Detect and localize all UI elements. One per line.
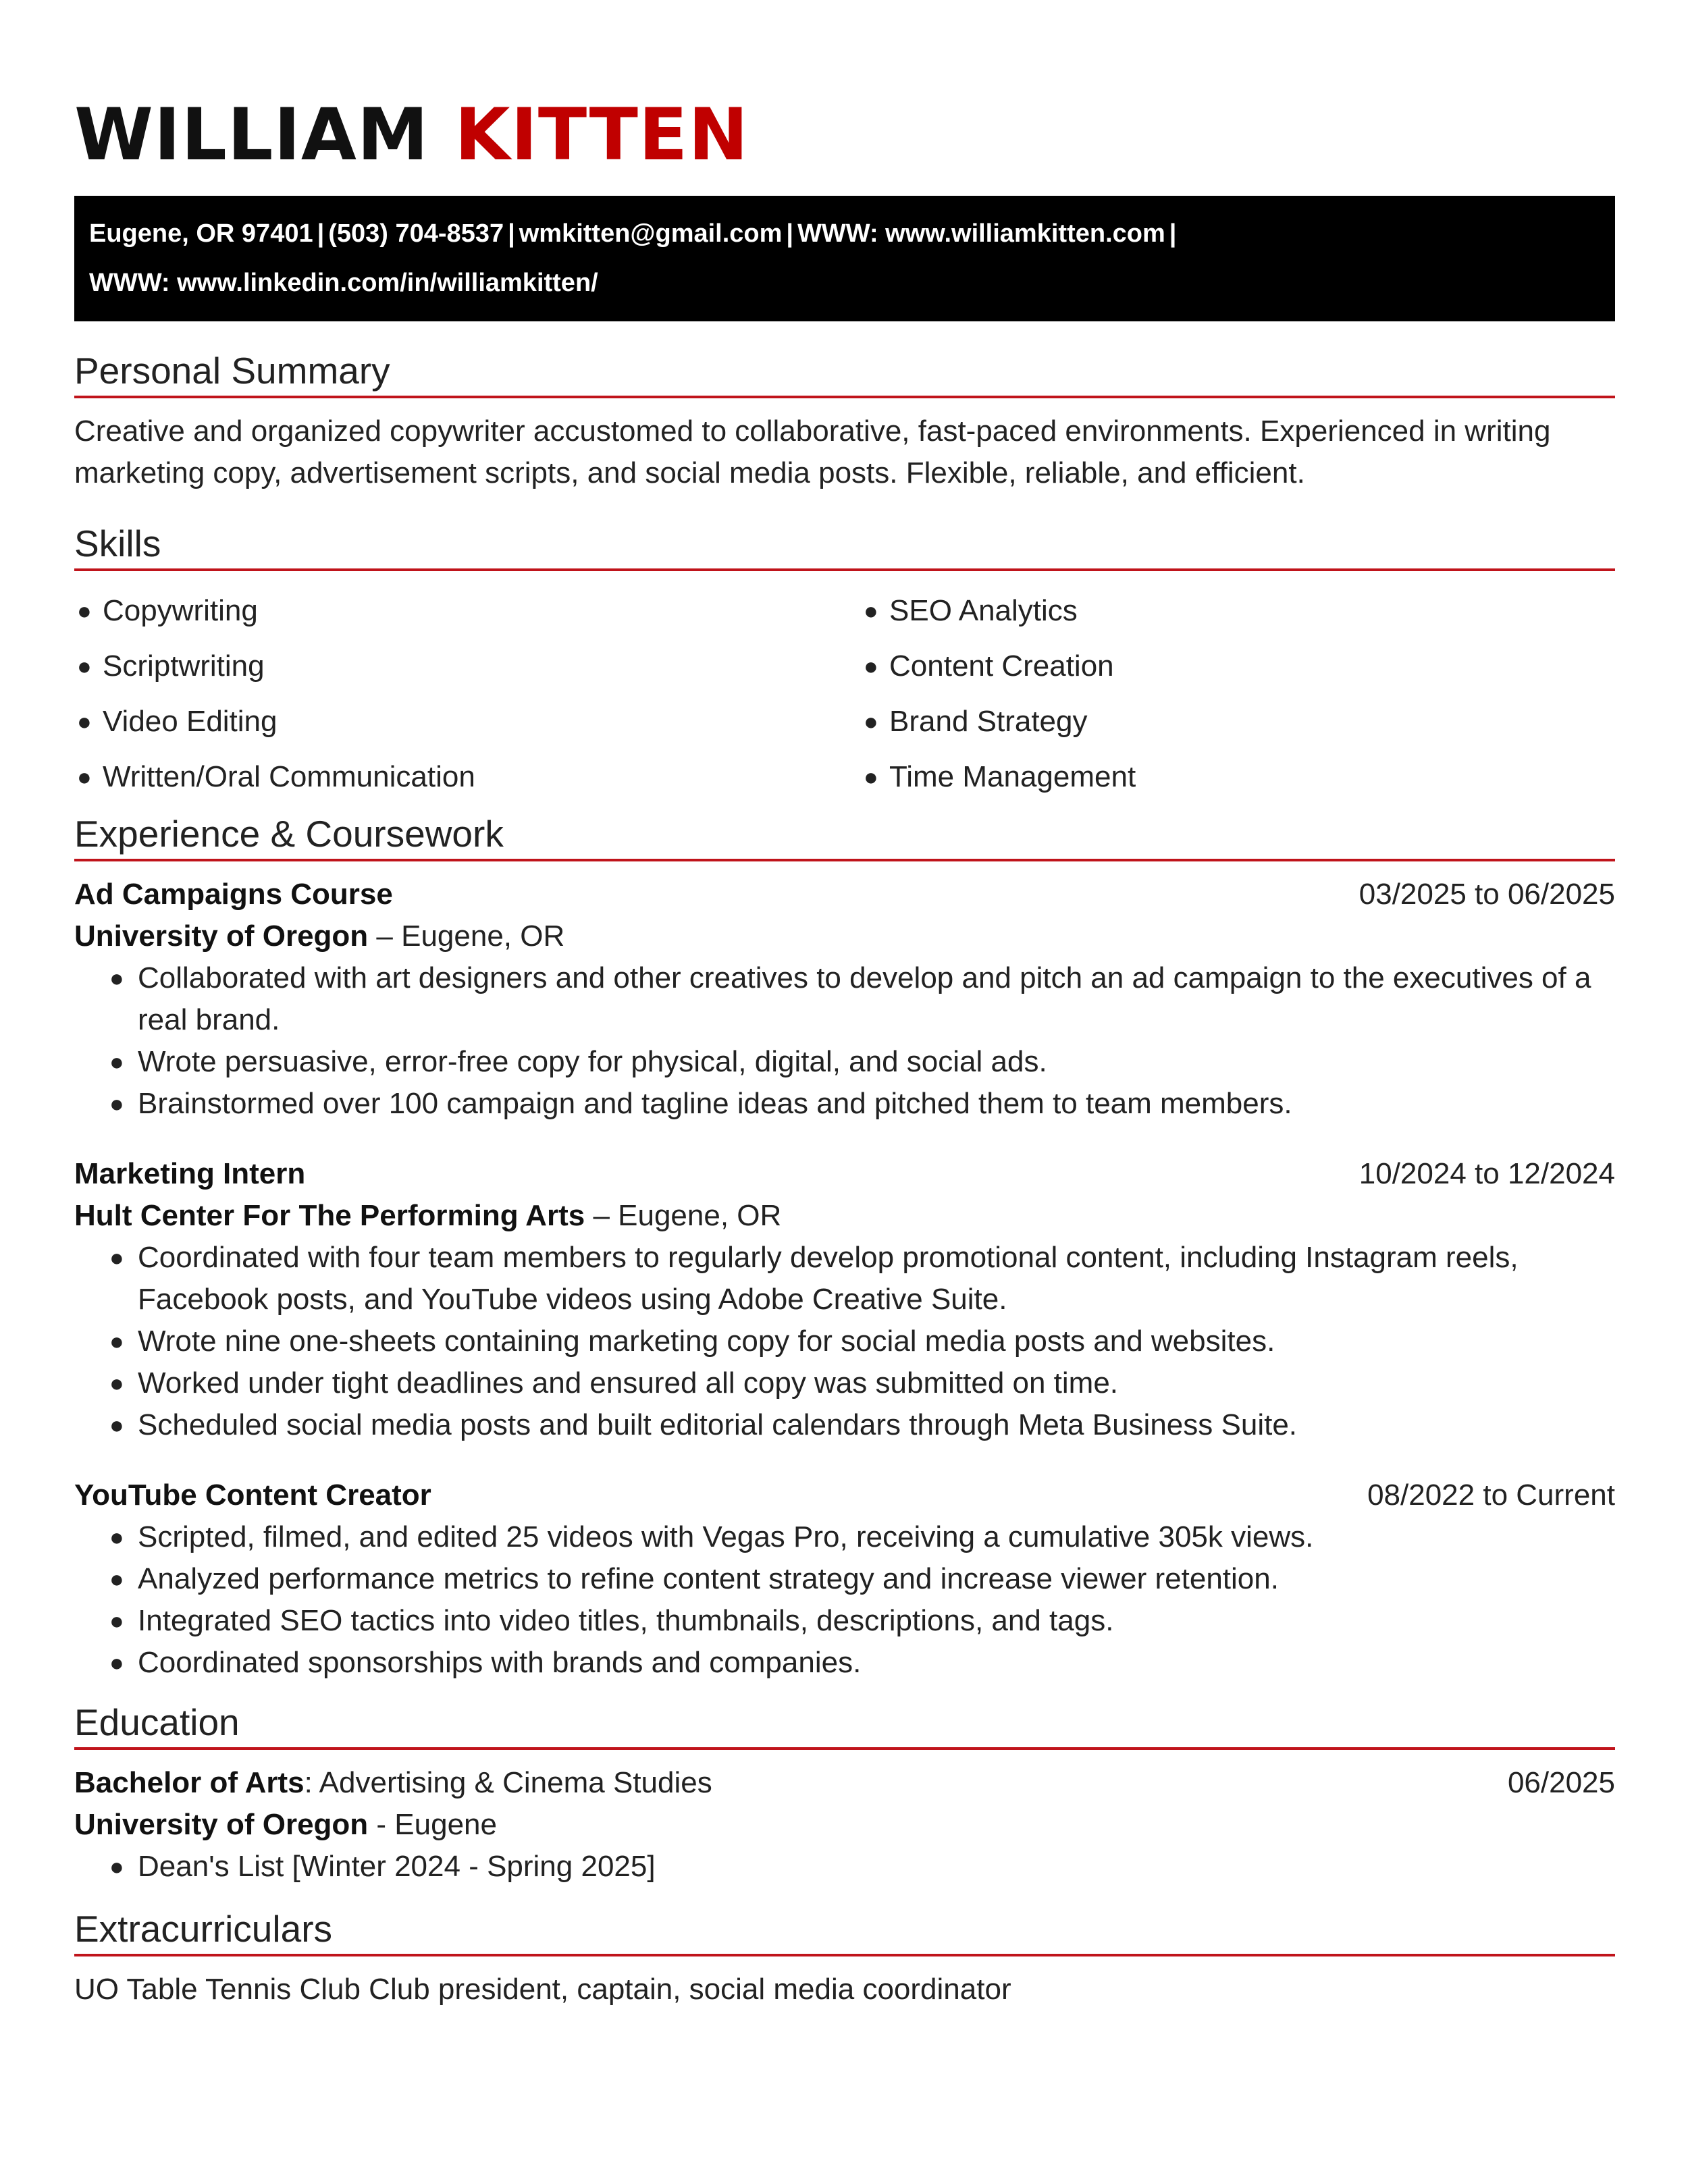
entry-org: Hult Center For The Performing Arts — [74, 1199, 585, 1232]
contact-website[interactable]: WWW: www.williamkitten.com — [797, 219, 1165, 248]
contact-address: Eugene, OR 97401 — [89, 219, 313, 248]
skill-item — [74, 749, 861, 805]
entry-location: – Eugene, OR — [368, 920, 565, 953]
bullet-item — [74, 1558, 1615, 1600]
experience-entry — [74, 874, 1615, 1125]
bullet-icon: ● — [109, 1244, 124, 1271]
entry-org-row — [74, 1195, 1615, 1237]
separator: | — [786, 219, 794, 248]
bullet-icon: ● — [864, 708, 878, 735]
entry-org: University of Oregon — [74, 920, 369, 953]
entry-dates: 08/2022 to Current — [1367, 1479, 1615, 1512]
last-name: KITTEN — [454, 93, 749, 176]
bullet-icon: ● — [77, 763, 92, 791]
bullet-icon: ● — [109, 1523, 124, 1551]
skill-item — [861, 583, 1615, 639]
bullet-item — [74, 1846, 1615, 1888]
skill-label: Brand Strategy — [889, 705, 1088, 738]
bullet-text: Dean's List [Winter 2024 - Spring 2025] — [138, 1850, 656, 1883]
bullet-icon: ● — [864, 763, 878, 791]
bullet-text: Worked under tight deadlines and ensured all copy was submitted on time. — [138, 1366, 1119, 1400]
section-title-extracurriculars: Extracurriculars — [74, 1904, 1615, 1956]
bullet-icon: ● — [109, 1048, 124, 1075]
degree-field: : Advertising & Cinema Studies — [304, 1766, 712, 1799]
bullet-text: Integrated SEO tactics into video titles, thumbnails, descriptions, and tags. — [138, 1604, 1114, 1637]
skill-label: Scriptwriting — [103, 649, 265, 683]
skill-label: SEO Analytics — [889, 594, 1078, 627]
bullet-text: Scheduled social media posts and built editorial calendars through Meta Business Suite. — [138, 1408, 1298, 1441]
candidate-name — [74, 88, 1615, 182]
separator: | — [508, 219, 515, 248]
separator: | — [1169, 219, 1177, 248]
skill-item — [861, 639, 1615, 694]
contact-line-2 — [89, 259, 1600, 308]
bullet-icon: ● — [109, 1649, 124, 1676]
bullet-text: Collaborated with art designers and other creatives to develop and pitch an ad campaign to the executives of a real brand. — [138, 961, 1591, 1036]
bullet-item — [74, 1362, 1615, 1404]
bullet-text: Coordinated with four team members to regularly develop promotional content, including Instagram reels, Facebook posts, and YouTube videos using Adobe Creative Suite. — [138, 1241, 1519, 1316]
entry-role: Marketing Intern — [74, 1157, 306, 1190]
summary-text: Creative and organized copywriter accustomed to collaborative, fast-paced environments. Experienced in writing marketing copy, advertisement scripts, and social media posts. Flexible, reliable, and efficient. — [74, 415, 1551, 489]
contact-linkedin[interactable]: WWW: www.linkedin.com/in/williamkitten/ — [89, 269, 598, 297]
skill-label: Content Creation — [889, 649, 1114, 683]
entry-header — [74, 1474, 1615, 1516]
section-title-education: Education — [74, 1697, 1615, 1750]
skill-item — [74, 583, 861, 639]
bullet-item — [74, 1041, 1615, 1083]
entry-role: YouTube Content Creator — [74, 1479, 431, 1512]
bullet-icon: ● — [109, 1327, 124, 1355]
bullet-icon: ● — [109, 1090, 124, 1117]
entry-dates: 10/2024 to 12/2024 — [1359, 1157, 1615, 1190]
entry-bullets — [74, 1237, 1615, 1446]
bullet-item — [74, 1404, 1615, 1446]
skill-label: Copywriting — [103, 594, 258, 627]
bullet-icon: ● — [109, 1369, 124, 1397]
bullet-text: Coordinated sponsorships with brands and companies. — [138, 1646, 862, 1679]
skill-item — [74, 694, 861, 749]
section-title-experience: Experience & Coursework — [74, 809, 1615, 861]
bullet-text: Wrote nine one-sheets containing marketing copy for social media posts and websites. — [138, 1325, 1275, 1358]
bullet-item — [74, 957, 1615, 1041]
skill-item — [74, 639, 861, 694]
bullet-text: Analyzed performance metrics to refine content strategy and increase viewer retention. — [138, 1562, 1279, 1595]
entry-bullets — [74, 1516, 1615, 1684]
degree-name: Bachelor of Arts — [74, 1766, 305, 1799]
skill-item — [861, 749, 1615, 805]
degree-row — [74, 1762, 1615, 1804]
entry-dates: 03/2025 to 06/2025 — [1359, 878, 1615, 911]
entry-org-row — [74, 915, 1615, 957]
bullet-icon: ● — [109, 1411, 124, 1439]
bullet-icon: ● — [109, 1607, 124, 1634]
bullet-text: Wrote persuasive, error-free copy for physical, digital, and social ads. — [138, 1045, 1047, 1078]
bullet-text: Brainstormed over 100 campaign and tagline ideas and pitched them to team members. — [138, 1087, 1292, 1120]
education-entry — [74, 1762, 1615, 1888]
extracurriculars-text: UO Table Tennis Club Club president, captain, social media coordinator — [74, 1973, 1011, 2006]
school-row — [74, 1804, 1615, 1846]
graduation-date: 06/2025 — [1507, 1766, 1615, 1799]
entry-location: – Eugene, OR — [585, 1199, 782, 1232]
section-title-skills: Skills — [74, 518, 1615, 571]
experience-entry — [74, 1153, 1615, 1446]
skill-label: Time Management — [889, 760, 1136, 793]
first-name: WILLIAM — [74, 93, 429, 176]
contact-line-1 — [89, 209, 1600, 259]
entry-role: Ad Campaigns Course — [74, 878, 393, 911]
entry-bullets — [74, 957, 1615, 1125]
section-title-summary: Personal Summary — [74, 346, 1615, 398]
resume-page — [74, 88, 1615, 2010]
bullet-item — [74, 1516, 1615, 1558]
separator: | — [317, 219, 325, 248]
contact-email[interactable]: wmkitten@gmail.com — [519, 219, 783, 248]
bullet-item — [74, 1600, 1615, 1642]
bullet-item — [74, 1083, 1615, 1125]
bullet-icon: ● — [109, 964, 124, 992]
bullet-icon: ● — [77, 597, 92, 624]
bullet-icon: ● — [109, 1853, 124, 1880]
bullet-icon: ● — [109, 1565, 124, 1593]
bullet-icon: ● — [77, 708, 92, 735]
school-name: University of Oregon — [74, 1808, 369, 1841]
bullet-icon: ● — [864, 652, 878, 680]
experience-entry — [74, 1474, 1615, 1684]
bullet-text: Scripted, filmed, and edited 25 videos with Vegas Pro, receiving a cumulative 305k views. — [138, 1520, 1314, 1553]
skills-list — [74, 583, 1615, 805]
bullet-icon: ● — [864, 597, 878, 624]
school-location: - Eugene — [368, 1808, 497, 1841]
contact-bar — [74, 196, 1615, 321]
entry-header — [74, 874, 1615, 915]
education-bullets — [74, 1846, 1615, 1888]
bullet-item — [74, 1237, 1615, 1321]
skill-label: Written/Oral Communication — [103, 760, 475, 793]
bullet-item — [74, 1321, 1615, 1362]
skill-label: Video Editing — [103, 705, 278, 738]
bullet-icon: ● — [77, 652, 92, 680]
skill-item — [861, 694, 1615, 749]
contact-phone: (503) 704-8537 — [328, 219, 504, 248]
entry-header — [74, 1153, 1615, 1195]
bullet-item — [74, 1642, 1615, 1684]
